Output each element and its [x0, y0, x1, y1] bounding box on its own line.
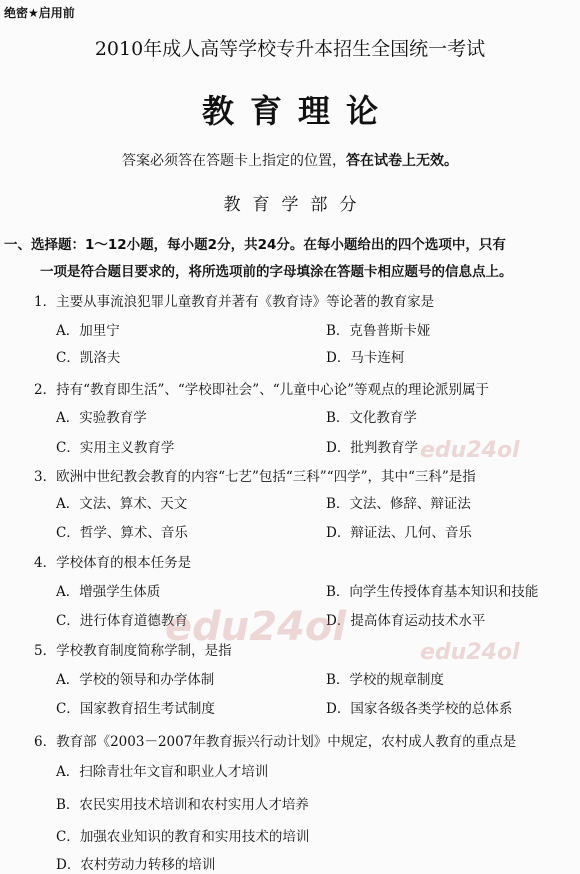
question-1-option-d: D．马卡连柯	[326, 350, 405, 366]
question-2-stem: 2．持有“教育即生活”、“学校即社会”、“儿童中心论”等观点的理论派别属于	[34, 382, 489, 398]
question-3-option-d: D．辩证法、几何、音乐	[326, 525, 472, 541]
question-4-option-d: D．提高体育运动技术水平	[326, 613, 486, 629]
question-5-option-b: B．学校的规章制度	[326, 672, 444, 688]
question-4-option-a: A．增强学生体质	[56, 584, 161, 600]
notice-bold: 答在试卷上无效。	[346, 153, 458, 169]
question-3-option-b: B．文法、修辞、辩证法	[326, 496, 471, 512]
question-2-option-b: B．文化教育学	[326, 410, 417, 426]
part-title: 教育学部分	[223, 195, 369, 215]
question-6-stem: 6．教育部《2003－2007年教育振兴行动计划》中规定，农村成人教育的重点是	[34, 734, 517, 750]
exam-title: 2010年成人高等学校专升本招生全国统一考试	[94, 38, 486, 60]
question-6-option-d: D．农村劳动力转移的培训	[56, 857, 216, 873]
question-6-option-b: B．农民实用技术培训和农村实用人才培养	[56, 797, 309, 813]
watermark-logo: edu24ol	[420, 438, 520, 463]
question-1-option-a: A．加里宁	[56, 323, 120, 339]
question-5-stem: 5．学校教育制度简称学制，是指	[34, 643, 232, 659]
question-2-option-a: A．实验教育学	[56, 410, 147, 426]
confidential-label: 绝密★启用前	[4, 6, 75, 20]
question-1-stem: 1．主要从事流浪犯罪儿童教育并著有《教育诗》等论著的教育家是	[34, 294, 435, 310]
question-6-option-c: C．加强农业知识的教育和实用技术的培训	[56, 829, 310, 845]
question-2-option-c: C．实用主义教育学	[56, 440, 175, 456]
question-4-stem: 4．学校体育的根本任务是	[34, 555, 192, 571]
question-5-option-c: C．国家教育招生考试制度	[56, 701, 215, 717]
question-4-option-b: B．向学生传授体育基本知识和技能	[326, 584, 539, 600]
section-instruction-line2: 一项是符合题目要求的，将所选项前的字母填涂在答题卡相应题号的信息点上。	[40, 264, 513, 280]
notice-plain: 答案必须答在答题卡上指定的位置，	[122, 153, 346, 169]
watermark-logo: edu24ol	[165, 604, 347, 650]
watermark-logo: edu24ol	[420, 640, 520, 665]
question-2-option-d: D．批判教育学	[326, 440, 418, 456]
section-instruction-line1: 一、选择题：1～12小题，每小题2分，共24分。在每小题给出的四个选项中，只有	[4, 237, 506, 253]
question-3-option-a: A．文法、算术、天文	[56, 496, 188, 512]
question-6-option-a: A．扫除青壮年文盲和职业人才培训	[56, 764, 269, 780]
subject-title: 教育理论	[201, 92, 394, 130]
question-5-option-d: D．国家各级各类学校的总体系	[326, 701, 513, 717]
question-3-stem: 3．欧洲中世纪教会教育的内容“七艺”包括“三科”“四学”，其中“三科”是指	[34, 469, 476, 485]
question-1-option-b: B．克鲁普斯卡娅	[326, 323, 431, 339]
answer-notice	[0, 150, 580, 170]
question-4-option-c: C．进行体育道德教育	[56, 613, 188, 629]
question-5-option-a: A．学校的领导和办学体制	[56, 672, 215, 688]
question-3-option-c: C．哲学、算术、音乐	[56, 525, 188, 541]
question-1-option-c: C．凯洛夫	[56, 350, 121, 366]
